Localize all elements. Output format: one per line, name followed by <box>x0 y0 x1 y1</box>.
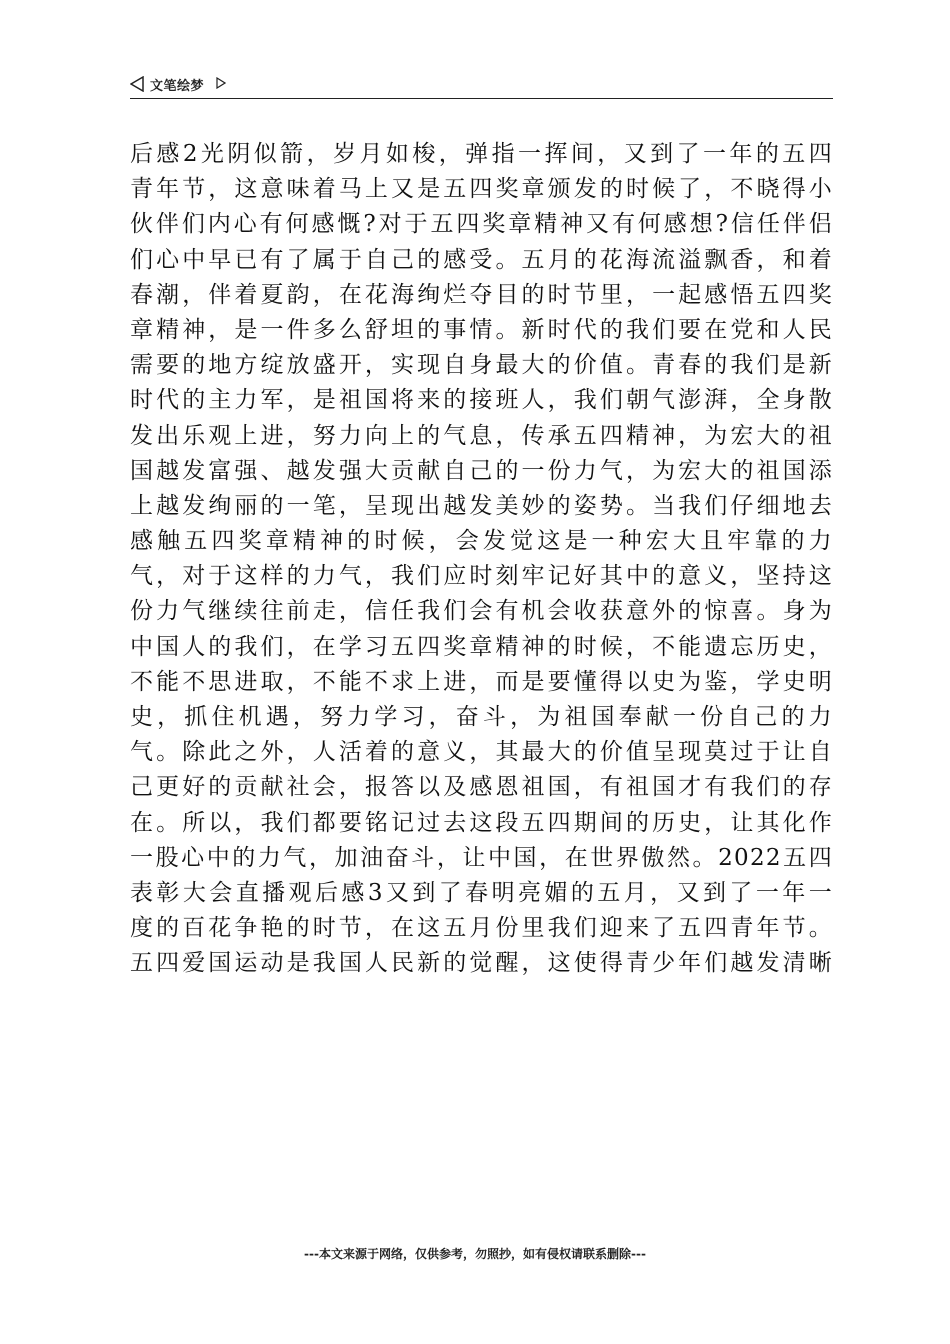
body-line: 后感2光阴似箭，岁月如梭，弹指一挥间，又到了一年的五四 <box>130 141 833 167</box>
triangle-left-icon <box>130 76 144 92</box>
article-body <box>130 137 833 982</box>
body-line: 伙伴们内心有何感慨?对于五四奖章精神又有何感想?信任伴侣 <box>130 211 833 238</box>
header-title: 文笔绘梦 <box>150 79 205 94</box>
body-line: 己更好的贡献社会，报答以及感恩祖国，有祖国才有我们的存 <box>130 774 833 801</box>
body-line: 春潮，伴着夏韵，在花海绚烂夺目的时节里，一起感悟五四奖 <box>130 281 833 308</box>
body-line: 在。所以，我们都要铭记过去这段五四期间的历史，让其化作 <box>130 809 833 836</box>
body-line: 史，抓住机遇，努力学习，奋斗，为祖国奉献一份自己的力 <box>130 704 833 730</box>
body-line: 中国人的我们，在学习五四奖章精神的时候，不能遗忘历史， <box>130 633 833 660</box>
body-line: 时代的主力军，是祖国将来的接班人，我们朝气澎湃，全身散 <box>130 387 833 414</box>
body-line: 一股心中的力气，加油奋斗，让中国，在世界傲然。2022五四 <box>130 844 833 871</box>
body-line: 章精神，是一件多么舒坦的事情。新时代的我们要在党和人民 <box>130 316 833 343</box>
body-line: 五四爱国运动是我国人民新的觉醒，这使得青少年们越发清晰 <box>130 950 833 977</box>
body-line: 度的百花争艳的时节，在这五月份里我们迎来了五四青年节。 <box>130 915 833 942</box>
body-line: 需要的地方绽放盛开，实现自身最大的价值。青春的我们是新 <box>130 352 833 379</box>
body-line: 国越发富强、越发强大贡献自己的一份力气，为宏大的祖国添 <box>130 457 833 484</box>
body-line: 们心中早已有了属于自己的感受。五月的花海流溢飘香，和着 <box>130 246 833 273</box>
body-line: 感触五四奖章精神的时候，会发觉这是一种宏大且牢靠的力 <box>130 528 833 555</box>
body-line: 不能不思进取，不能不求上进，而是要懂得以史为鉴，学史明 <box>130 668 833 695</box>
body-line: 气，对于这样的力气，我们应时刻牢记好其中的意义，坚持这 <box>130 563 833 590</box>
body-line: 气。除此之外，人活着的意义，其最大的价值呈现莫过于让自 <box>130 739 833 766</box>
footer-disclaimer: ---本文来源于网络，仅供参考，勿照抄，如有侵权请联系删除--- <box>304 1247 646 1261</box>
body-line: 份力气继续往前走，信任我们会有机会收获意外的惊喜。身为 <box>130 598 833 625</box>
triangle-right-icon <box>216 77 226 89</box>
body-line: 上越发绚丽的一笔，呈现出越发美妙的姿势。当我们仔细地去 <box>130 492 833 519</box>
body-line: 表彰大会直播观后感3又到了春明亮媚的五月，又到了一年一 <box>130 879 833 906</box>
page-header <box>130 72 833 99</box>
body-line: 青年节，这意味着马上又是五四奖章颁发的时候了，不晓得小 <box>130 176 833 203</box>
body-line: 发出乐观上进，努力向上的气息，传承五四精神，为宏大的祖 <box>130 422 833 449</box>
